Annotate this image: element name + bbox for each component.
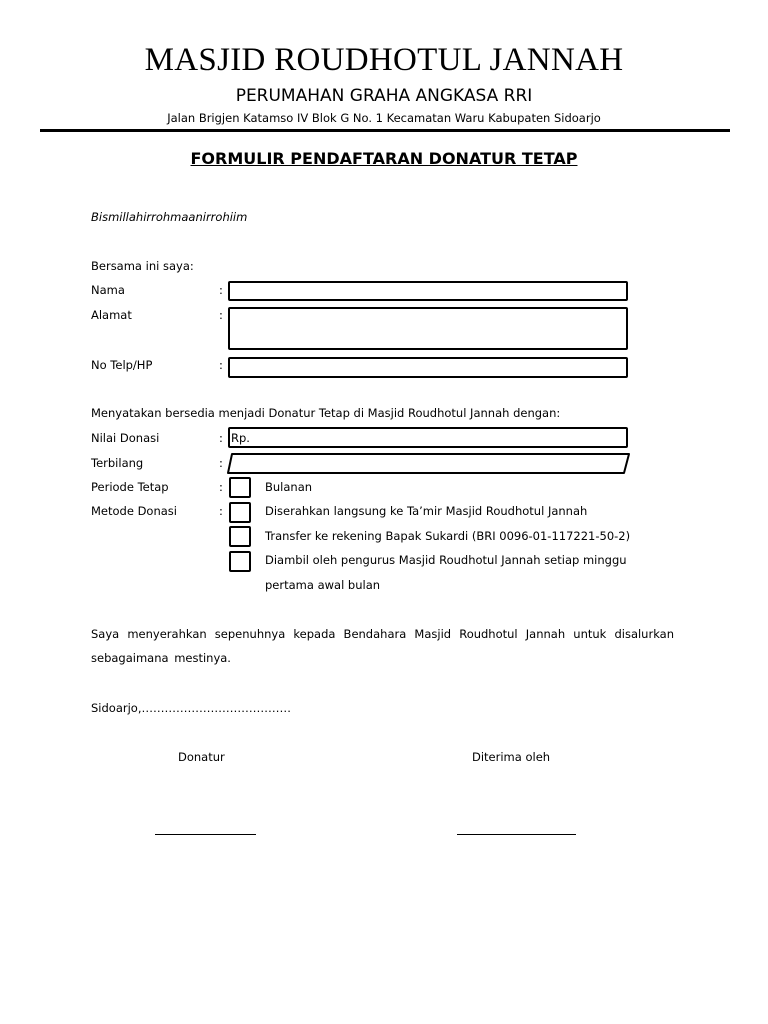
telp-colon: : [219, 358, 223, 372]
alamat-field[interactable] [228, 307, 628, 350]
metode-diambil-checkbox[interactable] [229, 551, 251, 572]
metode-langsung-checkbox[interactable] [229, 502, 251, 523]
nama-label: Nama [91, 283, 125, 297]
terbilang-colon: : [219, 456, 223, 470]
mosque-address: Jalan Brigjen Katamso IV Blok G No. 1 Kecamatan Waru Kabupaten Sidoarjo [167, 111, 601, 125]
donor-signature-label: Donatur [178, 750, 225, 764]
metode-colon: : [219, 504, 223, 518]
terbilang-field[interactable] [226, 452, 632, 475]
nilai-donasi-field[interactable] [228, 427, 628, 448]
receiver-signature-label: Diterima oleh [472, 750, 551, 764]
nama-field[interactable] [228, 281, 628, 301]
telp-label: No Telp/HP [91, 358, 153, 372]
donor-signature-line [155, 834, 256, 835]
terbilang-label: Terbilang [91, 456, 144, 470]
telp-field[interactable] [228, 357, 628, 378]
metode-transfer-label: Transfer ke rekening Bapak Sukardi (BRI 0096-01-117221-50-2) [265, 529, 631, 543]
alamat-label: Alamat [91, 308, 132, 322]
nilai-donasi-colon: : [219, 431, 223, 445]
metode-diambil-label: Diambil oleh pengurus Masjid Roudhotul Jannah setiap minggu [265, 553, 627, 567]
periode-colon: : [219, 480, 223, 494]
header-divider [40, 129, 730, 132]
metode-label: Metode Donasi [91, 504, 177, 518]
receiver-signature-line [457, 834, 576, 835]
form-title [0, 149, 768, 168]
nama-colon: : [219, 283, 223, 297]
metode-diambil-label-cont: pertama awal bulan [265, 578, 381, 592]
bulanan-checkbox[interactable] [229, 477, 251, 498]
periode-label: Periode Tetap [91, 480, 169, 494]
closing-paragraph: Saya menyerahkan sepenuhnya kepada Bendahara Masjid Roudhotul Jannah untuk disalurkan sebagaimana mestinya. [91, 627, 674, 665]
greeting-text: Bismillahirrohmaanirrohiim [91, 210, 248, 224]
bulanan-label: Bulanan [265, 480, 313, 494]
nilai-donasi-label: Nilai Donasi [91, 431, 160, 445]
mosque-name: MASJID ROUDHOTUL JANNAH [144, 42, 624, 78]
metode-transfer-checkbox[interactable] [229, 526, 251, 547]
intro-text: Bersama ini saya: [91, 259, 194, 273]
place-date: Sidoarjo,………………………………… [91, 701, 291, 715]
form-title-text: FORMULIR PENDAFTARAN DONATUR TETAP [190, 149, 578, 168]
housing-name: PERUMAHAN GRAHA ANGKASA RRI [235, 86, 533, 106]
statement-text: Menyatakan bersedia menjadi Donatur Tetap di Masjid Roudhotul Jannah dengan: [91, 406, 561, 420]
metode-langsung-label: Diserahkan langsung ke Ta’mir Masjid Roudhotul Jannah [265, 504, 588, 518]
rupiah-prefix: Rp. [231, 431, 250, 445]
alamat-colon: : [219, 308, 223, 322]
